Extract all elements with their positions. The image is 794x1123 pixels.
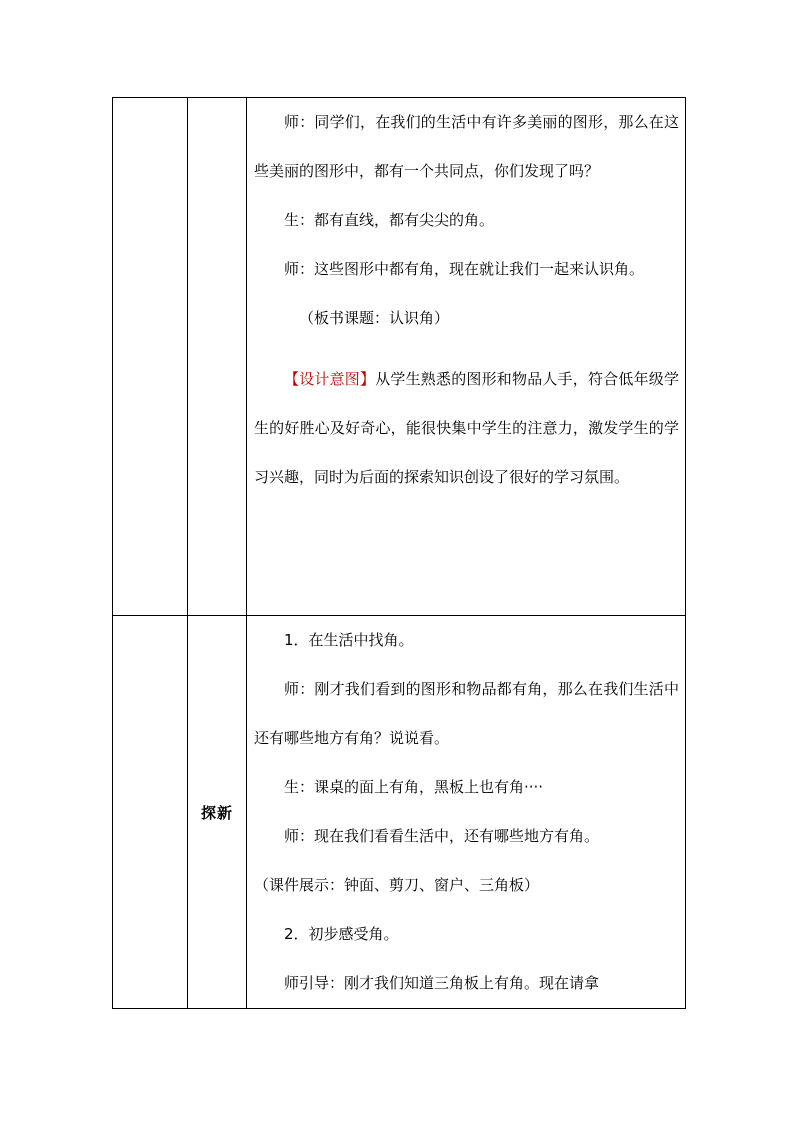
section-label-explore: 探新 xyxy=(200,803,233,822)
section-label-cell xyxy=(188,98,247,616)
paragraph-step-2: 2．初步感受角。 xyxy=(284,925,399,943)
paragraph-teacher-look: 师：现在我们看看生活中，还有哪些地方有角。 xyxy=(284,827,600,845)
paragraph-courseware: （课件展示：钟面、剪刀、窗户、三角板） xyxy=(254,876,540,894)
paragraph-teacher-guide: 师引导：刚才我们知道三角板上有角。现在请拿 xyxy=(284,974,600,992)
stage-cell xyxy=(113,616,188,1009)
content-cell xyxy=(247,616,686,1009)
paragraph-student-answer: 生：课桌的面上有角，黑板上也有角···· xyxy=(284,778,544,796)
design-intent-label: 【设计意图】 xyxy=(284,370,376,388)
paragraph-board-title: （板书课题：认识角） xyxy=(299,309,450,327)
table-row xyxy=(113,616,686,1009)
paragraph-teacher-question: 师：刚才我们看到的图形和物品都有角，那么在我们生活中还有哪些地方有角？说说看。 xyxy=(254,680,679,747)
paragraph-teacher-intro: 师：同学们，在我们的生活中有许多美丽的图形，那么在这些美丽的图形中，都有一个共同点，你们发现了吗？ xyxy=(254,113,679,180)
design-intent-text: 从学生熟悉的图形和物品人手，符合低年级学生的好胜心及好奇心，能很快集中学生的注意力，激发学生的学习兴趣，同时为后面的探索知识创设了很好的学习氛围。 xyxy=(254,370,679,486)
table-row xyxy=(113,98,686,616)
paragraph-student-answer: 生：都有直线，都有尖尖的角。 xyxy=(284,211,495,229)
paragraph-design-intent xyxy=(254,355,679,502)
paragraph-teacher-topic: 师：这些图形中都有角，现在就让我们一起来认识角。 xyxy=(284,260,645,278)
lesson-plan-table xyxy=(112,97,686,1009)
stage-cell xyxy=(113,98,188,616)
content-cell xyxy=(247,98,686,616)
section-label-cell xyxy=(188,616,247,1009)
paragraph-step-1: 1．在生活中找角。 xyxy=(284,631,414,649)
